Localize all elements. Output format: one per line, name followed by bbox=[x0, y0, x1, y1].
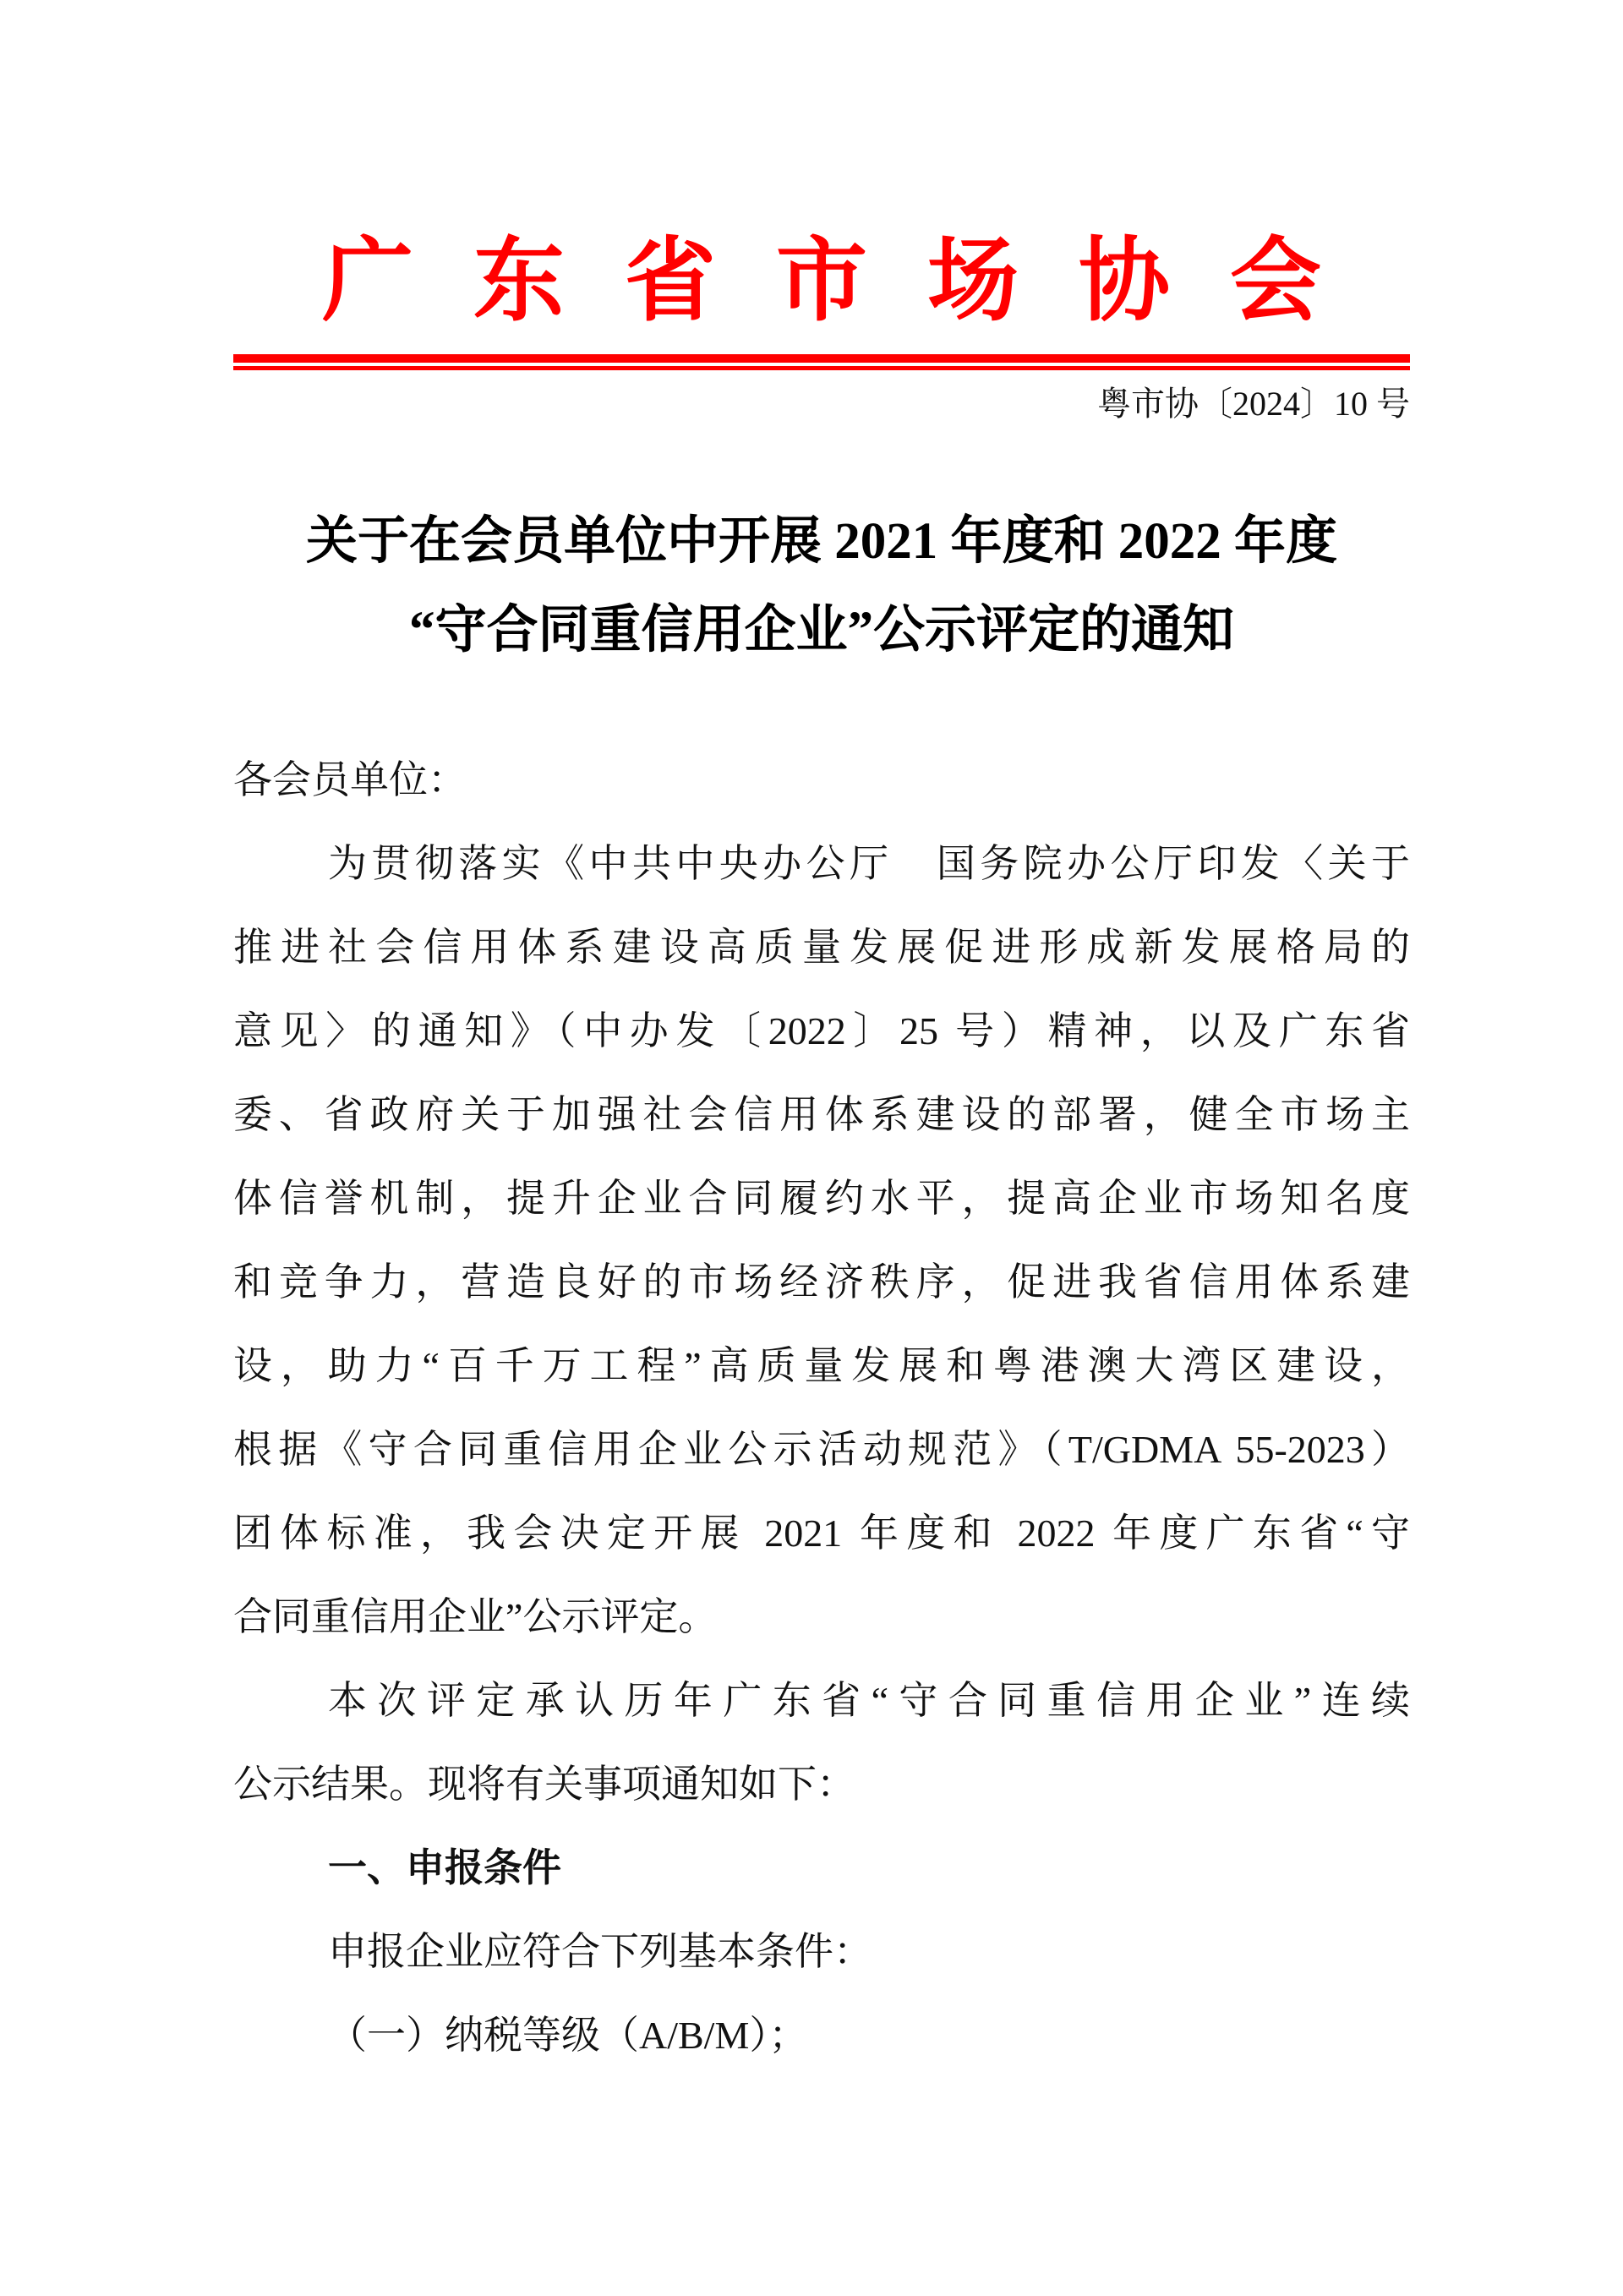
body-line: 意见〉的通知》（中办发〔2022〕25 号）精神，以及广东省 bbox=[233, 1009, 1410, 1052]
doc-title-line1: 关于在会员单位中开展 2021 年度和 2022 年度 bbox=[305, 513, 1337, 570]
body-line: 合同重信用企业”公示评定。 bbox=[233, 1595, 718, 1638]
body-line: （一）纳税等级（A/B/M）； bbox=[328, 2014, 808, 2057]
doc-title bbox=[233, 497, 1410, 675]
body-line: 体信誉机制，提升企业合同履约水平，提高企业市场知名度 bbox=[233, 1177, 1410, 1220]
red-rule-thick-line bbox=[233, 354, 1410, 363]
body-line: 和竞争力，营造良好的市场经济秩序，促进我省信用体系建 bbox=[233, 1260, 1410, 1304]
body-line: 设，助力“百千万工程”高质量发展和粤港澳大湾区建设， bbox=[233, 1344, 1410, 1387]
doc-title-line2: “守合同重信用企业”公示评定的通知 bbox=[408, 602, 1234, 659]
red-rule-thin-line bbox=[233, 366, 1410, 370]
body-line: 本次评定承认历年广东省“守合同重信用企业”连续 bbox=[328, 1679, 1410, 1722]
doc-reference-number: 粤市协〔2024〕10 号 bbox=[1097, 385, 1410, 423]
body-line: 各会员单位： bbox=[233, 758, 467, 801]
letterhead-red-rule bbox=[233, 354, 1410, 370]
body-line: 团体标准，我会决定开展 2021 年度和 2022 年度广东省“守 bbox=[233, 1512, 1410, 1555]
body-line: 申报企业应符合下列基本条件： bbox=[328, 1930, 872, 1973]
body-line: 一、申报条件 bbox=[328, 1846, 561, 1889]
body-line: 根据《守合同重信用企业公示活动规范》（T/GDMA 55-2023） bbox=[233, 1428, 1410, 1471]
body-line: 公示结果。现将有关事项通知如下： bbox=[233, 1763, 855, 1806]
body-line: 推进社会信用体系建设高质量发展促进形成新发展格局的 bbox=[233, 926, 1410, 969]
letterhead-org-title: 广东省市场协会 bbox=[321, 232, 1381, 332]
body-line: 为贯彻落实《中共中央办公厅 国务院办公厅印发〈关于 bbox=[328, 842, 1410, 885]
body-text bbox=[233, 738, 1410, 2077]
body-line: 委、省政府关于加强社会信用体系建设的部署，健全市场主 bbox=[233, 1093, 1410, 1136]
